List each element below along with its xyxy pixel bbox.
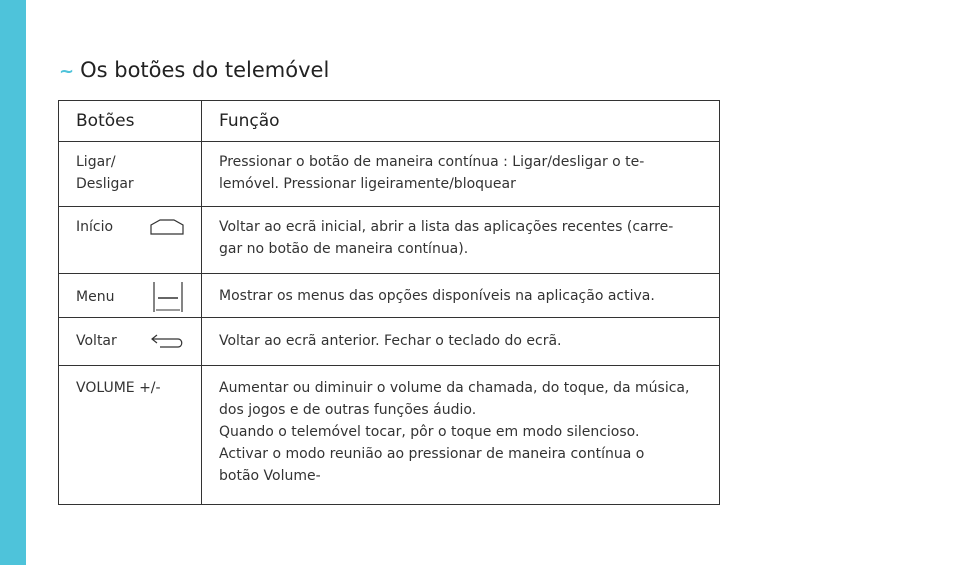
section-title — [59, 58, 329, 82]
row-name: Menu — [76, 289, 115, 305]
table-row — [59, 318, 720, 366]
row-description: Voltar ao ecrã anterior. Fechar o teclado do ecrã. — [219, 333, 562, 349]
row-description-cell — [202, 318, 720, 366]
row-name-cell — [59, 142, 202, 207]
table-header-row — [59, 101, 720, 142]
row-name-cell — [59, 318, 202, 366]
back-icon — [150, 333, 184, 349]
table-row — [59, 142, 720, 207]
row-name: VOLUME +/- — [76, 380, 161, 396]
row-description: Pressionar o botão de maneira contínua : Ligar/desligar o te- lemóvel. Pressionar ligeiramente/bloquear — [219, 154, 645, 192]
row-name-cell — [59, 274, 202, 318]
row-description: Aumentar ou diminuir o volume da chamada, do toque, da música, dos jogos e de outras funções áudio. Quando o telemóvel tocar, pôr o toque em modo silencioso. Activar o modo reunião ao pressionar de maneira contínua o botão Volume- — [219, 380, 690, 484]
row-description-cell — [202, 142, 720, 207]
row-description-cell — [202, 207, 720, 274]
row-description: Mostrar os menus das opções disponíveis na aplicação activa. — [219, 288, 655, 304]
row-description-cell — [202, 274, 720, 318]
row-name: Ligar/ Desligar — [76, 154, 134, 192]
table-row — [59, 274, 720, 318]
home-icon — [150, 219, 184, 235]
table-row — [59, 207, 720, 274]
header-function: Função — [202, 101, 720, 142]
title-text: Os botões do telemóvel — [80, 58, 330, 82]
row-description: Voltar ao ecrã inicial, abrir a lista das aplicações recentes (carre- gar no botão de maneira contínua). — [219, 219, 674, 257]
side-accent-bar — [0, 0, 26, 565]
title-marker: ~ — [59, 61, 75, 82]
header-buttons: Botões — [59, 101, 202, 142]
row-name-cell — [59, 207, 202, 274]
row-description-cell — [202, 366, 720, 505]
row-name: Início — [76, 219, 114, 235]
menu-icon — [152, 281, 184, 313]
row-name: Voltar — [76, 333, 117, 349]
row-name-cell — [59, 366, 202, 505]
table-row — [59, 366, 720, 505]
buttons-table — [58, 100, 720, 505]
